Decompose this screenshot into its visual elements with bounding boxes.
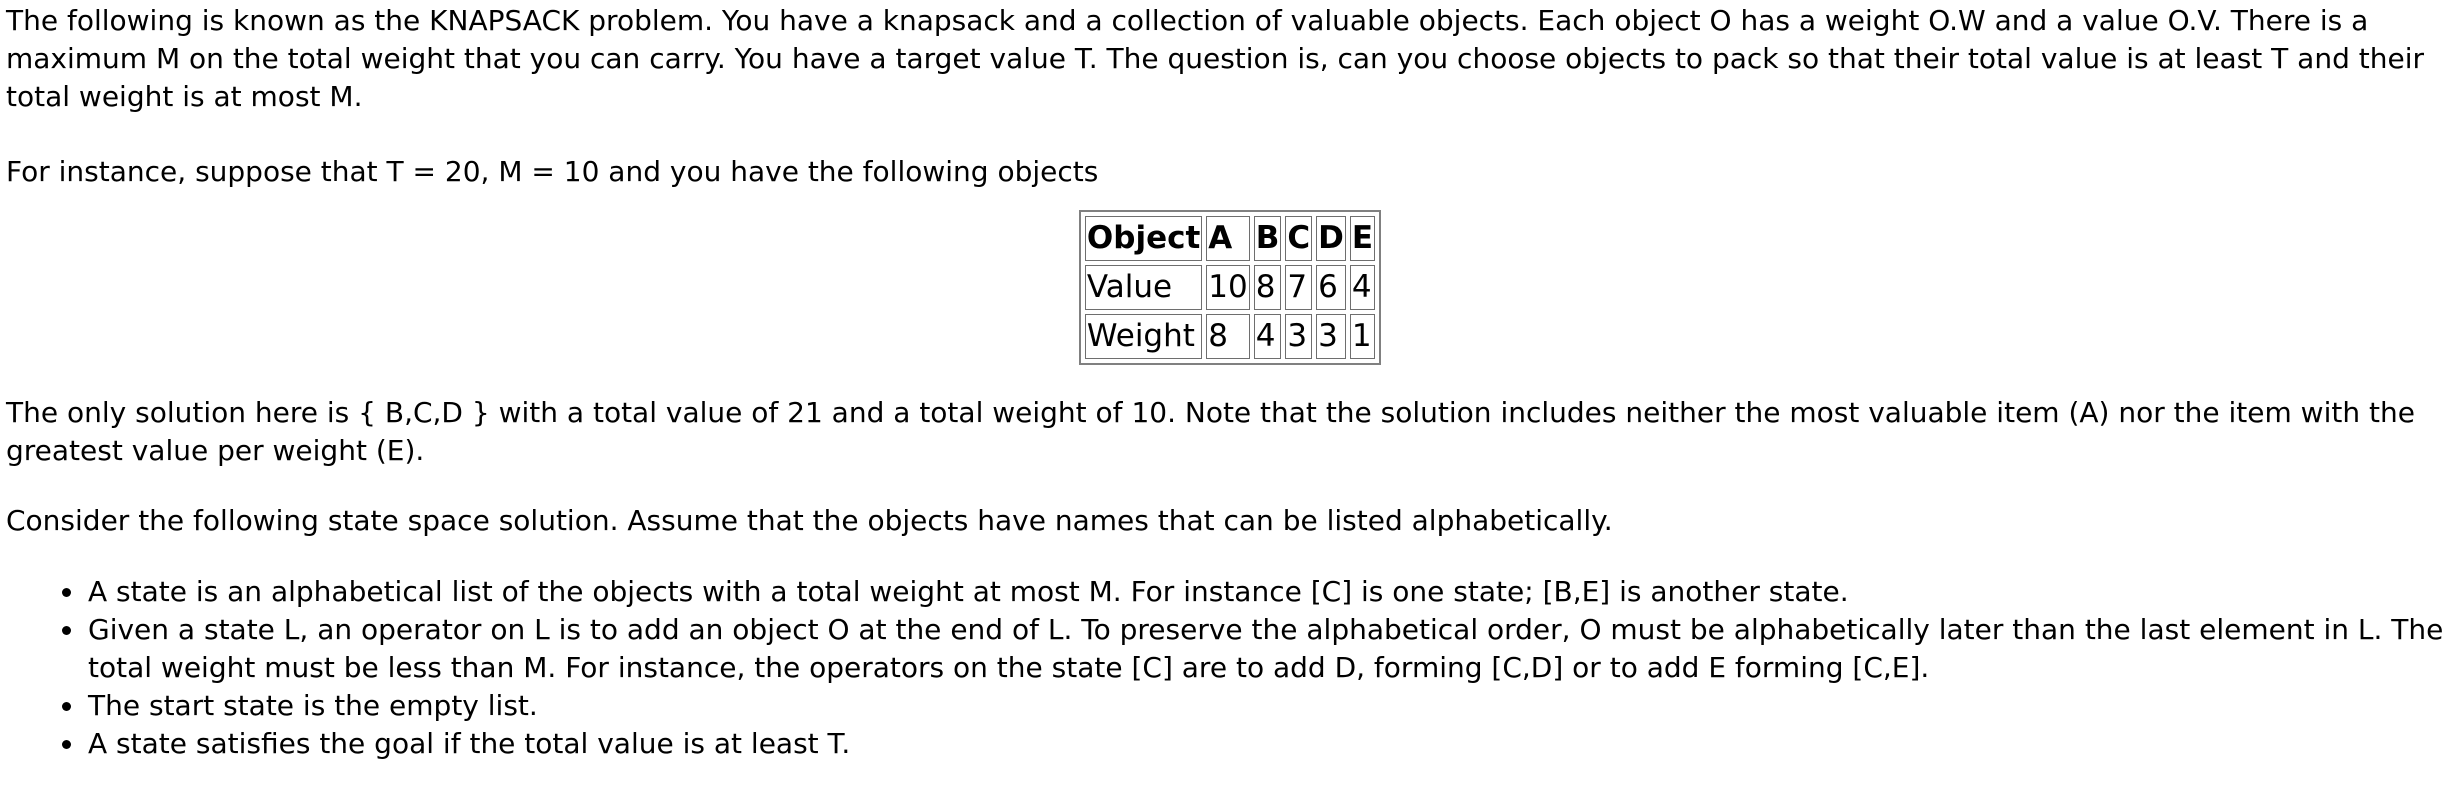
table-cell: 4 bbox=[1254, 314, 1282, 359]
table-header-cell: A bbox=[1206, 216, 1249, 261]
table-cell: Value bbox=[1085, 265, 1202, 310]
table-cell: 10 bbox=[1206, 265, 1249, 310]
table-header-cell: C bbox=[1285, 216, 1312, 261]
table-cell: 3 bbox=[1285, 314, 1312, 359]
consider-paragraph: Consider the following state space solution. Assume that the objects have names that can be listed alphabetically. bbox=[6, 504, 1613, 537]
table-row-weight bbox=[1085, 314, 1375, 359]
instance-paragraph: For instance, suppose that T = 20, M = 10 and you have the following objects bbox=[6, 155, 1099, 188]
objects-table bbox=[1079, 210, 1381, 365]
table-cell: 8 bbox=[1206, 314, 1249, 359]
table-cell: 7 bbox=[1285, 265, 1312, 310]
table-header-cell: D bbox=[1316, 216, 1346, 261]
table-cell: 4 bbox=[1350, 265, 1375, 310]
table-cell: 8 bbox=[1254, 265, 1282, 310]
table-cell: Weight bbox=[1085, 314, 1202, 359]
table-cell: 1 bbox=[1350, 314, 1375, 359]
table-cell: 3 bbox=[1316, 314, 1346, 359]
list-item: • A state satisfies the goal if the total value is at least T. bbox=[86, 725, 2454, 763]
table-row-value bbox=[1085, 265, 1375, 310]
table-header-cell: B bbox=[1254, 216, 1282, 261]
table-header-row bbox=[1085, 216, 1375, 261]
table-cell: 6 bbox=[1316, 265, 1346, 310]
intro-paragraph: The following is known as the KNAPSACK problem. You have a knapsack and a collection of valuable objects. Each object O has a weight O.W and a value O.V. There is a maximum M on the total weight that you can carry. You have a target value T. The question is, can you choose objects to pack so that their total value is at least T and their total weight is at most M. bbox=[6, 4, 2424, 113]
rules-list bbox=[6, 573, 2454, 763]
solution-paragraph: The only solution here is { B,C,D } with a total value of 21 and a total weight of 10. Note that the solution includes neither the most valuable item (A) nor the item with the greatest value per weight (E). bbox=[6, 396, 2415, 467]
list-item: • Given a state L, an operator on L is to add an object O at the end of L. To preserve the alphabetical order, O must be alphabetically later than the last element in L. The total weight must be less than M. For instance, the operators on the state [C] are to add D, forming [C,D] or to add E forming [C,E]. bbox=[86, 611, 2454, 687]
table-header-cell: E bbox=[1350, 216, 1375, 261]
list-item: • The start state is the empty list. bbox=[86, 687, 2454, 725]
list-item: • A state is an alphabetical list of the objects with a total weight at most M. For instance [C] is one state; [B,E] is another state. bbox=[86, 573, 2454, 611]
table-header-cell: Object bbox=[1085, 216, 1202, 261]
objects-table-wrapper bbox=[6, 210, 2454, 365]
